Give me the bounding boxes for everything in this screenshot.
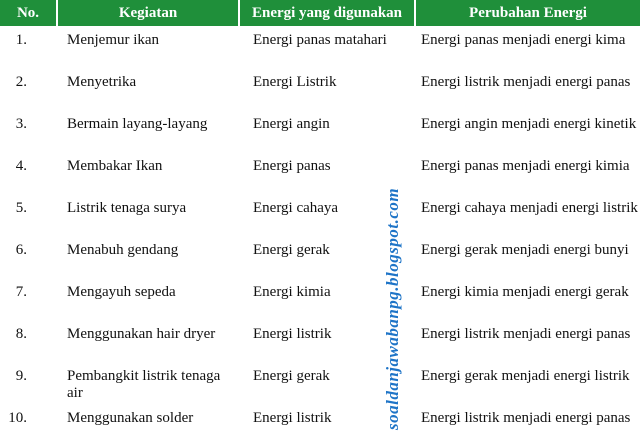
energy-used-cell: Energi gerak bbox=[253, 242, 330, 258]
energy-change-cell: Energi gerak menjadi energi listrik bbox=[421, 368, 630, 384]
table-row bbox=[0, 194, 640, 236]
energy-used-cell: Energi cahaya bbox=[253, 200, 339, 216]
energy-used-cell: Energi gerak bbox=[253, 368, 330, 384]
row-number: 3. bbox=[15, 116, 27, 132]
activity-cell: Menggunakan hair dryer bbox=[67, 326, 216, 342]
table-row bbox=[0, 236, 640, 278]
activity-cell: Pembangkit listrik tenaga air bbox=[67, 368, 221, 401]
table-row bbox=[0, 152, 640, 194]
energy-change-cell: Energi cahaya menjadi energi listrik bbox=[421, 200, 638, 216]
row-number: 7. bbox=[15, 284, 27, 300]
row-number: 6. bbox=[15, 242, 27, 258]
table-row bbox=[0, 110, 640, 152]
energy-used-cell: Energi listrik bbox=[253, 410, 332, 426]
row-number: 8. bbox=[15, 326, 27, 342]
energy-change-cell: Energi kimia menjadi energi gerak bbox=[421, 284, 629, 300]
table-row bbox=[0, 320, 640, 362]
table-row bbox=[0, 68, 640, 110]
table-row bbox=[0, 26, 640, 68]
row-number: 10. bbox=[8, 410, 27, 426]
energy-used-cell: Energi listrik bbox=[253, 326, 332, 342]
activity-cell: Menggunakan solder bbox=[67, 410, 194, 426]
row-number: 4. bbox=[15, 158, 27, 174]
row-number: 5. bbox=[15, 200, 27, 216]
row-number: 1. bbox=[15, 32, 27, 48]
activity-cell: Membakar Ikan bbox=[67, 158, 163, 174]
table-header-row bbox=[0, 0, 640, 26]
header-perubahan: Perubahan Energi bbox=[415, 0, 640, 26]
activity-cell: Menyetrika bbox=[67, 74, 137, 90]
header-kegiatan: Kegiatan bbox=[57, 0, 239, 26]
header-energi: Energi yang digunakan bbox=[239, 0, 415, 26]
energy-change-cell: Energi panas menjadi energi kima bbox=[421, 32, 626, 48]
table-row bbox=[0, 278, 640, 320]
energy-used-cell: Energi kimia bbox=[253, 284, 331, 300]
table-row bbox=[0, 362, 640, 404]
energy-change-cell: Energi angin menjadi energi kinetik bbox=[421, 116, 637, 132]
energy-used-cell: Energi panas bbox=[253, 158, 331, 174]
activity-cell: Menabuh gendang bbox=[67, 242, 179, 258]
blog-watermark: soaldanjawabanpg.blogspot.com bbox=[383, 187, 402, 430]
energy-change-cell: Energi panas menjadi energi kimia bbox=[421, 158, 630, 174]
energy-change-cell: Energi listrik menjadi energi panas bbox=[421, 74, 631, 90]
energy-change-cell: Energi gerak menjadi energi bunyi bbox=[421, 242, 629, 258]
energy-change-cell: Energi listrik menjadi energi panas bbox=[421, 410, 631, 426]
activity-cell: Listrik tenaga surya bbox=[67, 200, 187, 216]
energy-change-cell: Energi listrik menjadi energi panas bbox=[421, 326, 631, 342]
energy-used-cell: Energi panas matahari bbox=[253, 32, 387, 48]
activity-cell: Mengayuh sepeda bbox=[67, 284, 176, 300]
activity-cell: Bermain layang-layang bbox=[67, 116, 208, 132]
energy-used-cell: Energi Listrik bbox=[253, 74, 337, 90]
row-number: 2. bbox=[15, 74, 27, 90]
energy-used-cell: Energi angin bbox=[253, 116, 330, 132]
header-no: No. bbox=[0, 0, 57, 26]
activity-cell: Menjemur ikan bbox=[67, 32, 160, 48]
row-number: 9. bbox=[15, 368, 27, 384]
